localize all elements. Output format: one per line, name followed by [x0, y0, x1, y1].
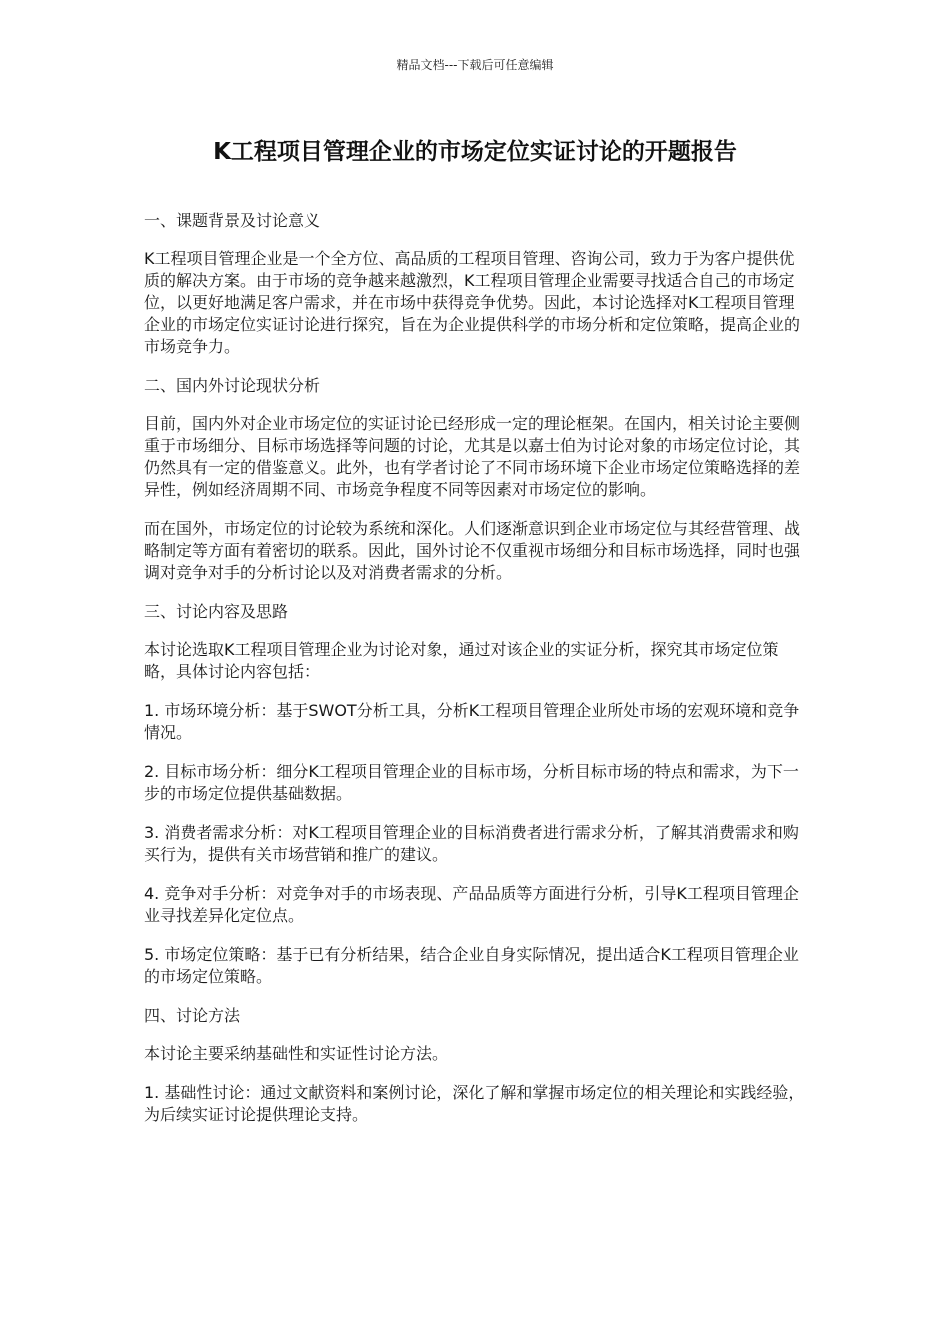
list-item: 1. 基础性讨论：通过文献资料和案例讨论，深化了解和掌握市场定位的相关理论和实践经验，为后续实证讨论提供理论支持。 — [144, 1083, 805, 1124]
section-heading: 二、国内外讨论现状分析 — [144, 376, 321, 395]
section-heading: 三、讨论内容及思路 — [144, 602, 289, 621]
paragraph: 本讨论主要采纳基础性和实证性讨论方法。 — [144, 1044, 449, 1063]
paragraph: 本讨论选取K工程项目管理企业为讨论对象，通过对该企业的实证分析，探究其市场定位策略，具体讨论内容包括： — [144, 640, 779, 681]
list-item: 3. 消费者需求分析：对K工程项目管理企业的目标消费者进行需求分析，了解其消费需求和购买行为，提供有关市场营销和推广的建议。 — [144, 823, 799, 864]
paragraph: 而在国外，市场定位的讨论较为系统和深化。人们逐渐意识到企业市场定位与其经营管理、战略制定等方面有着密切的联系。因此，国外讨论不仅重视市场细分和目标市场选择，同时也强调对竞争对手的分析讨论以及对消费者需求的分析。 — [144, 519, 801, 582]
paragraph: 目前，国内外对企业市场定位的实证讨论已经形成一定的理论框架。在国内，相关讨论主要侧重于市场细分、目标市场选择等问题的讨论，尤其是以嘉士伯为讨论对象的市场定位讨论，其仍然具有一定的借鉴意义。此外，也有学者讨论了不同市场环境下企业市场定位策略选择的差异性，例如经济周期不同、市场竞争程度不同等因素对市场定位的影响。 — [144, 414, 801, 499]
list-item: 1. 市场环境分析：基于SWOT分析工具，分析K工程项目管理企业所处市场的宏观环境和竞争情况。 — [144, 701, 800, 742]
page-header: 精品文档---下载后可任意编辑 — [396, 58, 554, 72]
section-heading: 四、讨论方法 — [144, 1006, 241, 1025]
list-item: 5. 市场定位策略：基于已有分析结果，结合企业自身实际情况，提出适合K工程项目管理企业的市场定位策略。 — [144, 945, 799, 986]
list-item: 2. 目标市场分析：细分K工程项目管理企业的目标市场，分析目标市场的特点和需求，为下一步的市场定位提供基础数据。 — [144, 762, 799, 803]
paragraph: K工程项目管理企业是一个全方位、高品质的工程项目管理、咨询公司，致力于为客户提供优质的解决方案。由于市场的竞争越来越激烈，K工程项目管理企业需要寻找适合自己的市场定位，以更好地满足客户需求，并在市场中获得竞争优势。因此，本讨论选择对K工程项目管理企业的市场定位实证讨论进行探究，旨在为企业提供科学的市场分析和定位策略，提高企业的市场竞争力。 — [144, 249, 801, 356]
section-heading: 一、课题背景及讨论意义 — [144, 211, 321, 230]
list-item: 4. 竞争对手分析：对竞争对手的市场表现、产品品质等方面进行分析，引导K工程项目管理企业寻找差异化定位点。 — [144, 884, 799, 925]
document-title: K工程项目管理企业的市场定位实证讨论的开题报告 — [213, 139, 737, 165]
document-body — [144, 210, 809, 1143]
